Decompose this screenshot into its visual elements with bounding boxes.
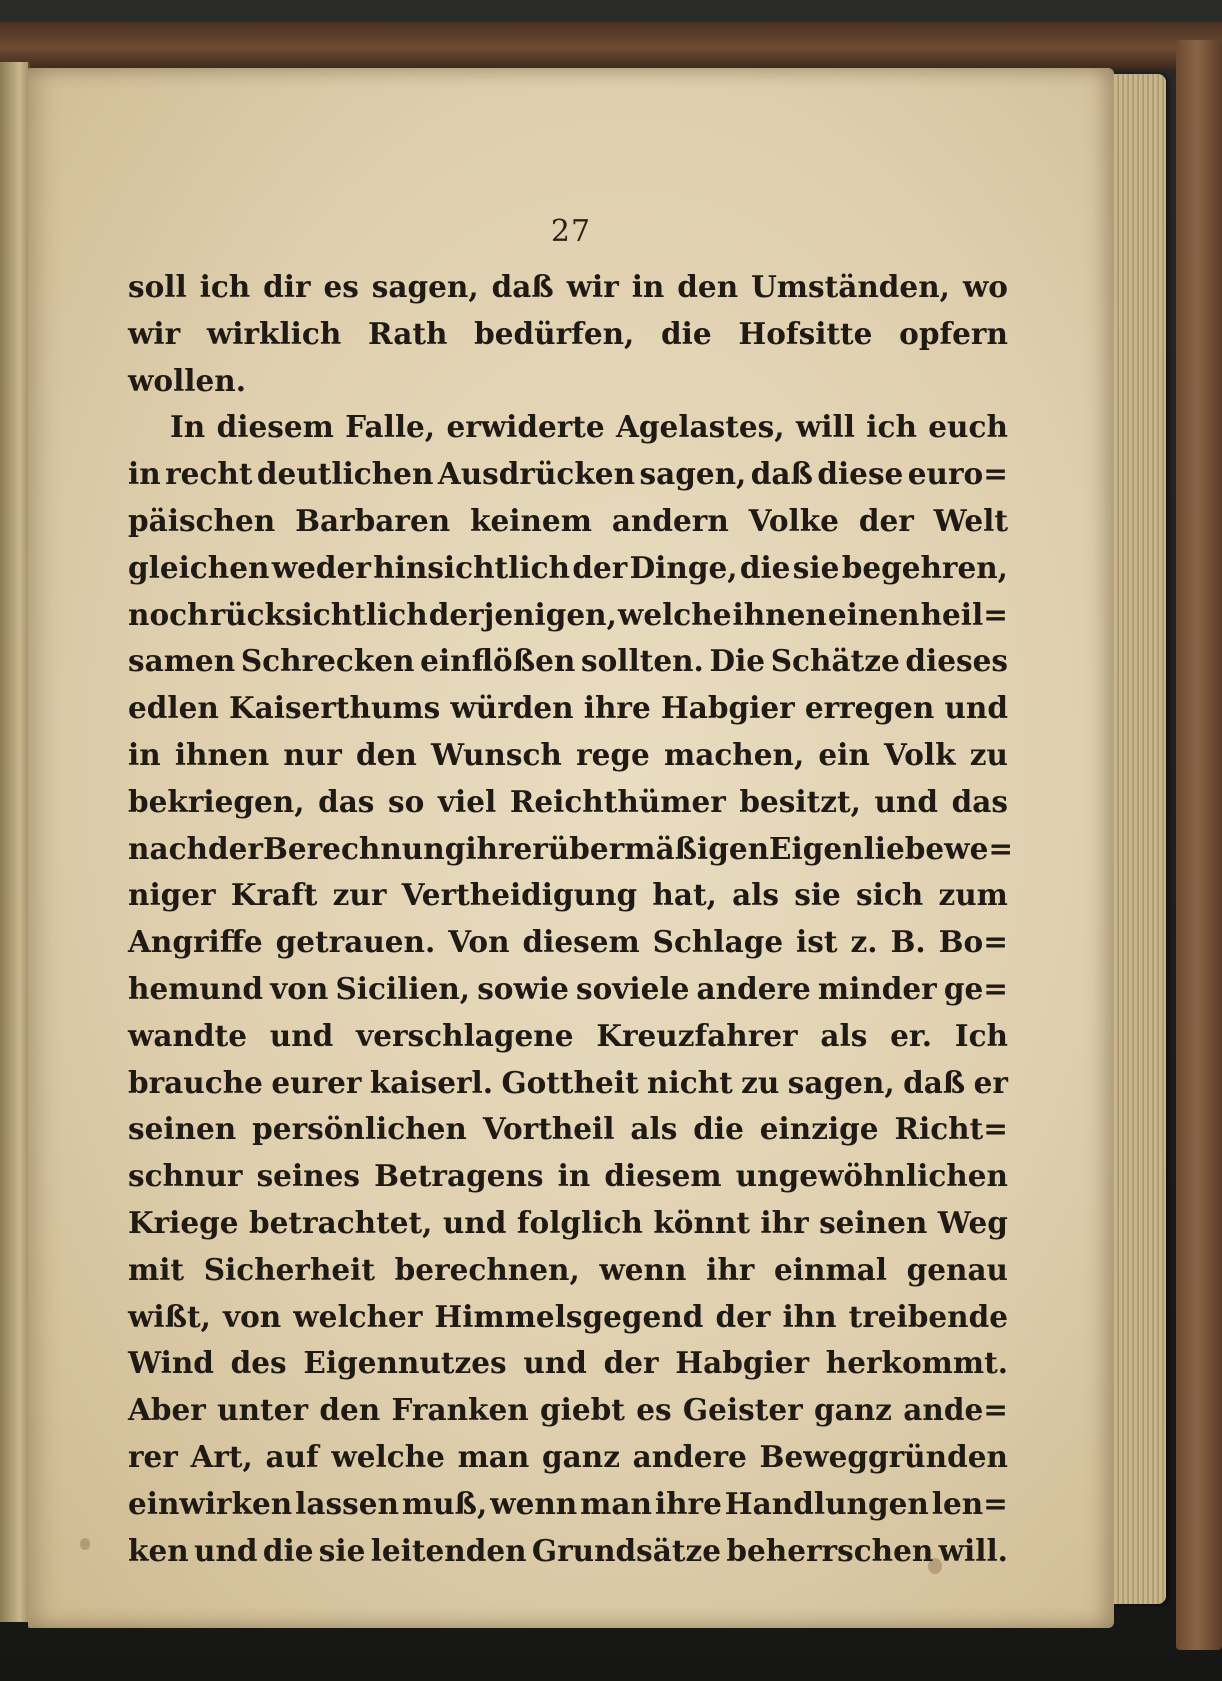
word: sie (318, 1532, 366, 1568)
word: des (230, 1345, 287, 1381)
word: Berechnung (262, 830, 466, 866)
word: rücksichtlich (209, 596, 428, 632)
word: von (270, 970, 329, 1006)
word: sagen, (371, 269, 479, 304)
word: nicht (647, 1064, 733, 1100)
word: ein (818, 736, 870, 772)
text-line (128, 1387, 1008, 1434)
word: kaiserl. (369, 1064, 494, 1100)
word: euro= (907, 456, 1008, 492)
word: ken (128, 1532, 189, 1568)
word: ganz (542, 1438, 620, 1474)
word: die (262, 1532, 314, 1568)
word: welche (617, 596, 732, 632)
word: Eigennutzes (303, 1345, 507, 1381)
word: Barbaren (295, 502, 451, 538)
word: und (874, 783, 938, 819)
word: hat, (652, 877, 717, 913)
word: als (732, 877, 779, 913)
word: er. (890, 1017, 932, 1053)
word: Kraft (230, 877, 318, 913)
word: derjenigen, (428, 596, 617, 632)
word: könnt (653, 1204, 750, 1240)
text-line (128, 1294, 1008, 1341)
word: Volk (884, 736, 956, 772)
book-cover-top (0, 22, 1222, 70)
word: Himmelsgegend (434, 1298, 704, 1334)
word: und (442, 1204, 507, 1240)
word: andere (696, 970, 811, 1006)
word: deutlichen (256, 456, 434, 492)
word: sie (794, 877, 841, 913)
word: zu (969, 736, 1008, 772)
word: und (269, 1017, 334, 1053)
word: päischen (128, 502, 276, 538)
word: den (319, 1392, 381, 1428)
word: Schrecken (240, 643, 415, 679)
word: lassen (295, 1485, 399, 1521)
word: einen (827, 596, 920, 632)
word: Vortheil (482, 1111, 615, 1147)
word: erwiderte (446, 409, 605, 445)
text-line (128, 1060, 1008, 1107)
word: berechnen, (394, 1251, 580, 1287)
word: wir (128, 315, 181, 351)
word: brauche (128, 1064, 263, 1100)
word: daß (491, 269, 554, 304)
word: rer (128, 1438, 178, 1474)
word: seines (256, 1158, 360, 1194)
book-cover-right (1176, 40, 1222, 1650)
word: in (631, 269, 665, 304)
text-line (128, 1153, 1008, 1200)
word: den (677, 269, 739, 304)
word: Art, (190, 1438, 253, 1474)
word: mit (128, 1251, 185, 1287)
word: Habgier (675, 1345, 810, 1381)
word: Reichthümer (509, 783, 726, 819)
word: schnur (128, 1158, 243, 1194)
word: seinen (819, 1204, 928, 1240)
word: Beweggründen (759, 1438, 1008, 1474)
word: beherrschen (726, 1532, 934, 1568)
word: hemund (128, 970, 263, 1006)
text-line (128, 451, 1008, 498)
word: Falle, (345, 409, 436, 445)
word: ungewöhnlichen (735, 1158, 1008, 1194)
text-line (128, 311, 1008, 358)
word: diesem (604, 1158, 722, 1194)
word: seinen (128, 1111, 237, 1147)
word: und (944, 690, 1008, 726)
word: und (523, 1345, 587, 1381)
text-line (128, 1247, 1008, 1294)
word: rege (576, 736, 650, 772)
word: Wunsch (431, 736, 562, 772)
word: zur (332, 877, 387, 913)
word: welcher (293, 1298, 423, 1334)
paper-stain (80, 1538, 90, 1550)
word: daß (903, 1064, 966, 1100)
word: andern (611, 502, 729, 538)
word: eurer (271, 1064, 362, 1100)
word: Umständen, (751, 269, 950, 304)
word: Kreuzfahrer (596, 1017, 798, 1053)
word: diesem (216, 409, 334, 445)
word: ihnen (174, 736, 270, 772)
text-line (128, 1013, 1008, 1060)
word: die (693, 1111, 744, 1147)
word: wandte (128, 1017, 247, 1053)
word: Welt (933, 502, 1008, 538)
word: soll (128, 269, 187, 304)
word: sie (792, 549, 840, 585)
word: sollten. (581, 643, 704, 679)
word: Angriffe (128, 924, 263, 960)
word: weder (271, 549, 371, 585)
text-line (128, 872, 1008, 919)
word: das (318, 783, 375, 819)
word: ihr (760, 1204, 809, 1240)
text-line (128, 545, 1008, 592)
word: ich (866, 409, 917, 445)
word: man (457, 1438, 530, 1474)
word: zum (938, 877, 1008, 913)
text-line (128, 1528, 1008, 1575)
word: Vertheidigung (401, 877, 638, 913)
book-page (28, 68, 1114, 1628)
word: sagen, (639, 456, 747, 492)
word: es (323, 269, 359, 304)
word: diesem (522, 924, 640, 960)
word: sagen, (787, 1064, 895, 1100)
word: auf (265, 1438, 319, 1474)
word: herkommt. (825, 1345, 1008, 1381)
word: genau (906, 1251, 1008, 1287)
word: giebt (540, 1392, 625, 1428)
word: will. (938, 1532, 1008, 1568)
word: dieses (905, 643, 1008, 679)
word: ihrer (465, 830, 548, 866)
word: edlen (128, 690, 219, 726)
word: Wind (128, 1345, 214, 1381)
word: minder (817, 970, 937, 1006)
word: hinsichtlich (373, 549, 570, 585)
word: begehren, (841, 549, 1008, 585)
word: Die (709, 643, 766, 679)
word: heil= (920, 596, 1008, 632)
word: wißt, (128, 1298, 211, 1334)
word: ge= (943, 970, 1008, 1006)
word: gleichen (128, 549, 270, 585)
text-line (128, 1200, 1008, 1247)
text-line (128, 358, 1008, 405)
word: unter (217, 1392, 308, 1428)
word: als (820, 1017, 868, 1053)
word: betrachtet, (249, 1204, 433, 1240)
word: folglich (516, 1204, 643, 1240)
word: Hofsitte (738, 315, 873, 351)
word: der (715, 1298, 771, 1334)
word: übermäßigen (547, 830, 770, 866)
word: wirklich (206, 315, 342, 351)
word: treibende (848, 1298, 1008, 1334)
word: recht (165, 456, 253, 492)
word: wenn (599, 1251, 687, 1287)
word: Aber (128, 1392, 206, 1428)
word: ande= (903, 1392, 1008, 1428)
word: ich (199, 269, 251, 304)
text-line (128, 498, 1008, 545)
word: sowie (477, 970, 569, 1006)
page-stack-edge (1110, 74, 1166, 1604)
word: nach (128, 830, 208, 866)
word: ihre (583, 690, 651, 726)
word: Handlungen (724, 1485, 929, 1521)
word: Ich (954, 1017, 1008, 1053)
word: keinem (470, 502, 592, 538)
word: Rath (368, 315, 448, 351)
text-line (128, 732, 1008, 779)
text-line (128, 264, 1008, 311)
text-line (128, 1481, 1008, 1528)
word: Geister (682, 1392, 803, 1428)
word: persönlichen (252, 1111, 467, 1147)
word: Sicilien, (335, 970, 471, 1006)
text-line (128, 779, 1008, 826)
word: Kriege (128, 1204, 239, 1240)
facing-page-edge (0, 62, 30, 1622)
word: noch (128, 596, 209, 632)
word: ihnen (732, 596, 827, 632)
word: niger (128, 877, 216, 913)
word: und (194, 1532, 258, 1568)
word: verschlagene (356, 1017, 574, 1053)
word: einwirken (128, 1485, 293, 1521)
word: samen (128, 643, 236, 679)
word: bekriegen, (128, 783, 305, 819)
word: wenn (490, 1485, 578, 1521)
word: nur (283, 736, 342, 772)
word: von (222, 1298, 282, 1334)
word: wollen. (128, 362, 246, 398)
word: daß (750, 456, 813, 492)
word: ihre (654, 1485, 722, 1521)
word: ihr (706, 1251, 755, 1287)
word: die (739, 549, 791, 585)
word: Ausdrücken (437, 456, 636, 492)
word: es (636, 1392, 672, 1428)
word: der (572, 549, 628, 585)
word: Betragens (374, 1158, 544, 1194)
word: muß, (401, 1485, 488, 1521)
word: Eigenliebe (769, 830, 945, 866)
word: der (858, 502, 914, 538)
word: opfern (899, 315, 1008, 351)
text-line (128, 638, 1008, 685)
word: ihn (782, 1298, 837, 1334)
word: Habgier (660, 690, 795, 726)
word: getrauen. (275, 924, 436, 960)
word: bedürfen, (474, 315, 635, 351)
word: als (630, 1111, 678, 1147)
text-block (128, 264, 1014, 1574)
word: einzige (759, 1111, 879, 1147)
page-number: 27 (550, 214, 592, 249)
word: der (207, 830, 263, 866)
word: Franken (391, 1392, 529, 1428)
word: die (661, 315, 712, 351)
word: Von (448, 924, 510, 960)
text-line (128, 1434, 1008, 1481)
word: soviele (575, 970, 690, 1006)
text-line (128, 404, 1008, 451)
word: Bo= (938, 924, 1008, 960)
word: wir (566, 269, 619, 304)
word: z. (850, 924, 878, 960)
word: we= (944, 830, 1014, 866)
word: den (356, 736, 417, 772)
word: Schlage (652, 924, 784, 960)
word: Agelastes, (616, 409, 785, 445)
word: machen, (663, 736, 805, 772)
word: wo (962, 269, 1008, 304)
word: man (580, 1485, 652, 1521)
word: besitzt, (739, 783, 861, 819)
word: ist (796, 924, 838, 960)
word: euch (928, 409, 1008, 445)
word: das (951, 783, 1008, 819)
word: viel (437, 783, 497, 819)
word: Gottheit (501, 1064, 639, 1100)
word: Schätze (770, 643, 900, 679)
word: Richt= (894, 1111, 1008, 1147)
word: in (128, 456, 161, 492)
word: dir (263, 269, 311, 304)
word: diese (817, 456, 904, 492)
text-line (128, 685, 1008, 732)
word: B. (890, 924, 926, 960)
word: der (603, 1345, 659, 1381)
word: erregen (804, 690, 935, 726)
word: len= (931, 1485, 1008, 1521)
word: einmal (773, 1251, 887, 1287)
word: will (795, 409, 855, 445)
word: leitenden (370, 1532, 527, 1568)
word: Grundsätze (531, 1532, 722, 1568)
word: sich (856, 877, 924, 913)
text-line (128, 592, 1008, 639)
text-line (128, 919, 1008, 966)
text-line (128, 826, 1014, 873)
word: in (557, 1158, 591, 1194)
word: würden (450, 690, 574, 726)
word: andere (632, 1438, 747, 1474)
word: er (973, 1064, 1008, 1100)
word: Sicherheit (203, 1251, 376, 1287)
word: zu (741, 1064, 780, 1100)
text-line (128, 966, 1008, 1013)
word: Kaiserthums (228, 690, 441, 726)
text-line (128, 1106, 1008, 1153)
word: Volke (748, 502, 839, 538)
word: In (170, 409, 206, 445)
word: in (128, 736, 161, 772)
word: einflößen (420, 643, 576, 679)
word: so (388, 783, 425, 819)
word: welche (331, 1438, 445, 1474)
word: Dinge, (629, 549, 738, 585)
text-line (128, 1340, 1008, 1387)
word: ganz (813, 1392, 892, 1428)
word: Weg (937, 1204, 1008, 1240)
